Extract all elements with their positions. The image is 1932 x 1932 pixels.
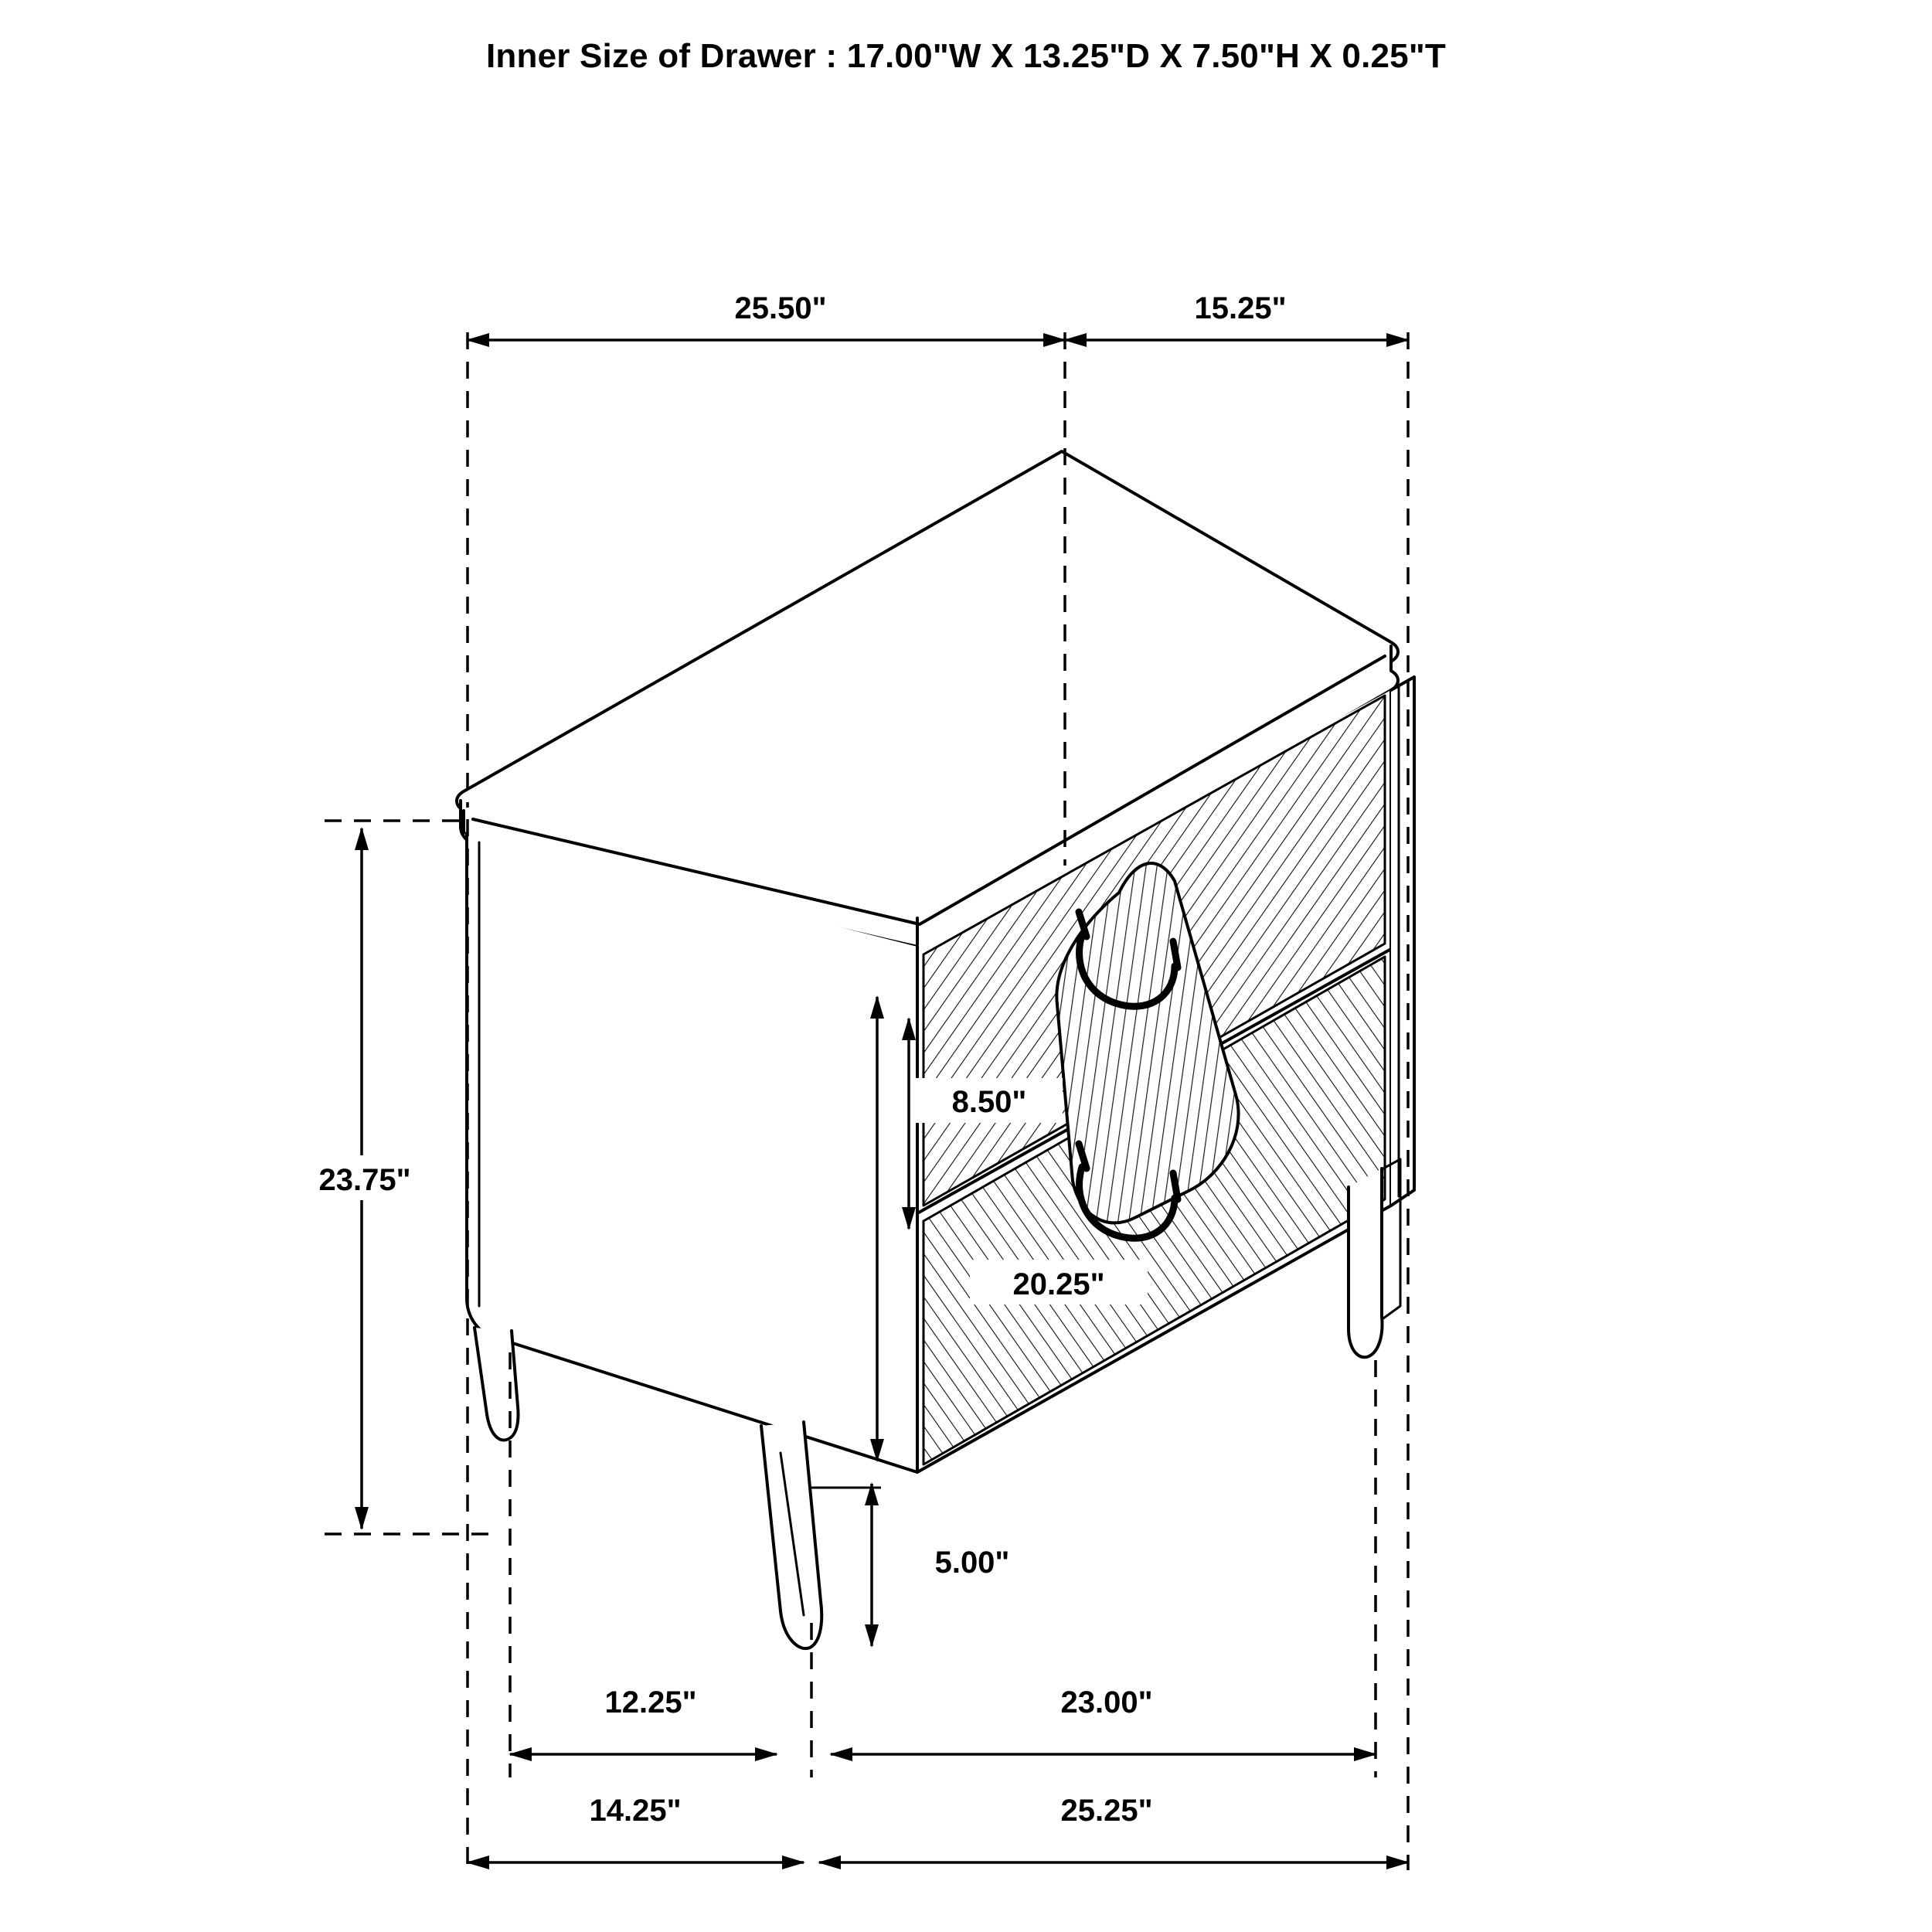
- dim-bottom-outer-left: 14.25": [589, 1794, 682, 1828]
- page-title: Inner Size of Drawer : 17.00"W X 13.25"D X 7.50"H X 0.25"T: [486, 37, 1446, 75]
- dim-leg-height: 5.00": [934, 1546, 1010, 1580]
- dim-drawer-lower: 20.25": [1012, 1267, 1105, 1301]
- dim-drawer-upper: 8.50": [951, 1085, 1027, 1119]
- dim-top-left: 25.50": [734, 291, 827, 325]
- dim-left-height: 23.75": [318, 1163, 411, 1197]
- dim-top-right: 15.25": [1194, 291, 1287, 325]
- dim-bottom-inner-left: 12.25": [604, 1685, 697, 1719]
- dim-bottom-outer-right: 25.25": [1060, 1794, 1153, 1828]
- dim-bottom-inner-right: 23.00": [1060, 1685, 1153, 1719]
